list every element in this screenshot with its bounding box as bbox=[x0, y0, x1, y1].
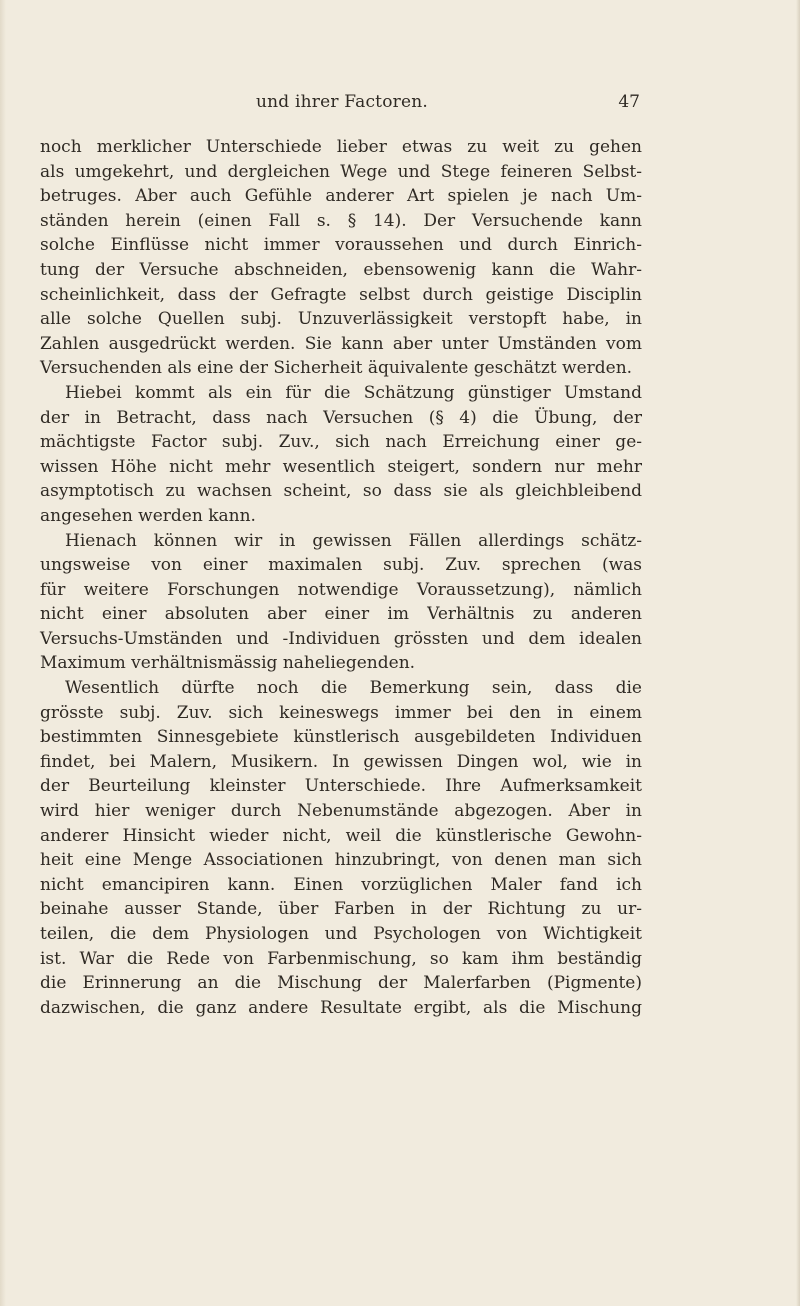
page-left-edge bbox=[0, 0, 6, 1306]
text-line: heit eine Menge Associationen hinzubringt, von denen man sich bbox=[40, 850, 642, 871]
page-right-edge bbox=[796, 0, 800, 1306]
text-line: für weitere Forschungen notwendige Voraussetzung), nämlich bbox=[40, 579, 642, 600]
text-line: ist. War die Rede von Farbenmischung, so kam ihm beständig bbox=[40, 948, 642, 969]
text-line: beinahe ausser Stande, über Farben in der Richtung zu ur- bbox=[40, 899, 642, 920]
text-line: wissen Höhe nicht mehr wesentlich steigert, sondern nur mehr bbox=[40, 456, 642, 477]
body-text bbox=[40, 135, 642, 1020]
text-line: als umgekehrt, und dergleichen Wege und Stege feineren Selbst- bbox=[40, 161, 642, 182]
text-line: der in Betracht, dass nach Versuchen (§ 4) die Übung, der bbox=[40, 407, 642, 428]
text-line: ständen herein (einen Fall s. § 14). Der Versuchende kann bbox=[40, 210, 642, 231]
text-line: anderer Hinsicht wieder nicht, weil die künstlerische Gewohn- bbox=[40, 825, 642, 846]
page-header bbox=[36, 91, 640, 113]
text-line: nicht emancipiren kann. Einen vorzüglichen Maler fand ich bbox=[40, 874, 642, 895]
text-line: bestimmten Sinnesgebiete künstlerisch ausgebildeten Individuen bbox=[40, 727, 642, 748]
text-line: die Erinnerung an die Mischung der Malerfarben (Pigmente) bbox=[40, 973, 642, 994]
text-line: mächtigste Factor subj. Zuv., sich nach Erreichung einer ge- bbox=[40, 432, 642, 453]
text-line: angesehen werden kann. bbox=[40, 505, 256, 526]
text-line: wird hier weniger durch Nebenumstände abgezogen. Aber in bbox=[40, 801, 642, 822]
text-line: nicht einer absoluten aber einer im Verhältnis zu anderen bbox=[40, 604, 642, 625]
text-line: grösste subj. Zuv. sich keineswegs immer bei den in einem bbox=[40, 702, 642, 723]
text-line: Versuchs-Umständen und -Individuen grössten und dem idealen bbox=[40, 628, 642, 649]
page-number: 47 bbox=[618, 92, 640, 112]
running-head: und ihrer Factoren. bbox=[256, 92, 428, 112]
text-line: Zahlen ausgedrückt werden. Sie kann aber unter Umständen vom bbox=[40, 333, 642, 354]
text-line: asymptotisch zu wachsen scheint, so dass sie als gleichbleibend bbox=[40, 481, 642, 502]
text-line: teilen, die dem Physiologen und Psychologen von Wichtigkeit bbox=[40, 924, 642, 944]
text-line: ungsweise von einer maximalen subj. Zuv. sprechen (was bbox=[40, 555, 642, 576]
text-line: noch merklicher Unterschiede lieber etwas zu weit zu gehen bbox=[40, 137, 642, 157]
text-line: alle solche Quellen subj. Unzuverlässigkeit verstopft habe, in bbox=[40, 309, 642, 330]
text-line: findet, bei Malern, Musikern. In gewissen Dingen wol, wie in bbox=[40, 751, 642, 772]
text-line: der Beurteilung kleinster Unterschiede. Ihre Aufmerksamkeit bbox=[40, 776, 642, 797]
text-line: Versuchenden als eine der Sicherheit äquivalente geschätzt werden. bbox=[40, 358, 633, 379]
text-line: dazwischen, die ganz andere Resultate ergibt, als die Mischung bbox=[40, 997, 642, 1018]
text-line: scheinlichkeit, dass der Gefragte selbst durch geistige Disciplin bbox=[40, 284, 642, 305]
text-line: tung der Versuche abschneiden, ebensowenig kann die Wahr- bbox=[40, 259, 642, 280]
text-line: Wesentlich dürfte noch die Bemerkung sein, dass die bbox=[65, 678, 642, 699]
text-line: Hiebei kommt als ein für die Schätzung günstiger Umstand bbox=[65, 382, 642, 403]
text-line: solche Einflüsse nicht immer voraussehen und durch Einrich- bbox=[40, 235, 642, 256]
text-line: Hienach können wir in gewissen Fällen allerdings schätz- bbox=[65, 530, 642, 551]
text-line: Maximum verhältnismässig naheliegenden. bbox=[40, 653, 416, 674]
text-line: betruges. Aber auch Gefühle anderer Art spielen je nach Um- bbox=[40, 186, 642, 207]
